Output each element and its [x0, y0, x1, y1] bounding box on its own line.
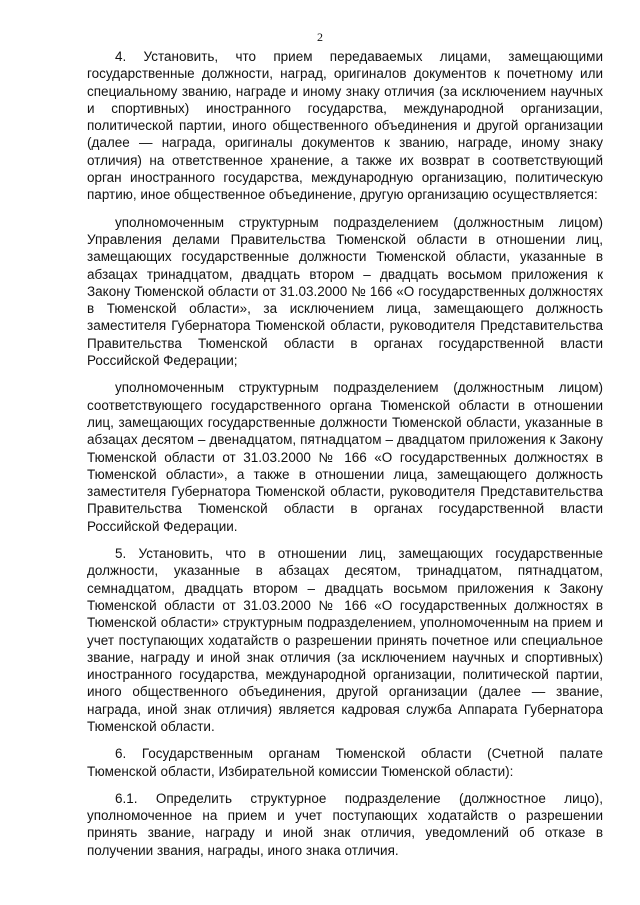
paragraph-item-4-sub-2: уполномоченным структурным подразделением (должностным лицом) соответствующего государственного органа Тюменской области в отношении лиц, замещающих государственные должности Тюменской области, указанные в абзацах десятом – двенадцатом, пятнадцатом – двадцатом приложения к Закону Тюменской области от 31.03.2000 № 166 «О государственных должностях в Тюменской области», а также в отношении лица, замещающего должность заместителя Губернатора Тюменской области, руководителя Представительства Правительства Тюменской области в органах государственной власти Российской Федерации.: [87, 380, 603, 534]
paragraph-item-6-1: 6.1. Определить структурное подразделение (должностное лицо), уполномоченное на прием и учет поступающих ходатайств о разрешении принять звание, награду и иной знак отличия, уведомлений об отказе в получении звания, награды, иного знака отличия.: [87, 790, 603, 858]
page-number: 2: [317, 30, 323, 44]
paragraph-item-6: 6. Государственным органам Тюменской области (Счетной палате Тюменской области, Избирательной комиссии Тюменской области):: [87, 746, 603, 779]
paragraph-item-4: 4. Установить, что прием передаваемых лицами, замещающими государственные должности, наград, оригиналов документов к почетному или специальному званию, награде и иному знаку отличия (за исключением научных и спортивных) иностранного государства, международной организации, политической партии, иного общественного объединения и другой организации (далее — награда, оригиналы документов к званию, награде, иному знаку отличия) на ответственное хранение, а также их возврат в соответствующий орган иностранного государства, международную организацию, политическую партию, иное общественное объединение, другую организацию осуществляется:: [87, 49, 603, 203]
paragraph-item-5: 5. Установить, что в отношении лиц, замещающих государственные должности, указанные в абзацах десятом, тринадцатом, пятнадцатом, семнадцатом, двадцать втором – двадцать восьмом приложения к Закону Тюменской области от 31.03.2000 № 166 «О государственных должностях в Тюменской области» структурным подразделением, уполномоченным на прием и учет поступающих ходатайств о разрешении принять почетное или специальное звание, награду и иной знак отличия (за исключением научных и спортивных) иностранного государства, международной организации, политической партии, иного общественного объединения, другой организации (далее — звание, награда, иной знак отличия) является кадровая служба Аппарата Губернатора Тюменской области.: [87, 546, 603, 734]
document-body: [87, 48, 603, 863]
paragraph-item-4-sub-1: уполномоченным структурным подразделением (должностным лицом) Управления делами Правительства Тюменской области в отношении лиц, замещающих государственные должности Тюменской области, указанные в абзацах тринадцатом, двадцать втором – двадцать восьмом приложения к Закону Тюменской области от 31.03.2000 № 166 «О государственных должностях в Тюменской области», за исключением лица, замещающего должность заместителя Губернатора Тюменской области, руководителя Представительства Правительства Тюменской области в органах государственной власти Российской Федерации;: [87, 214, 603, 369]
